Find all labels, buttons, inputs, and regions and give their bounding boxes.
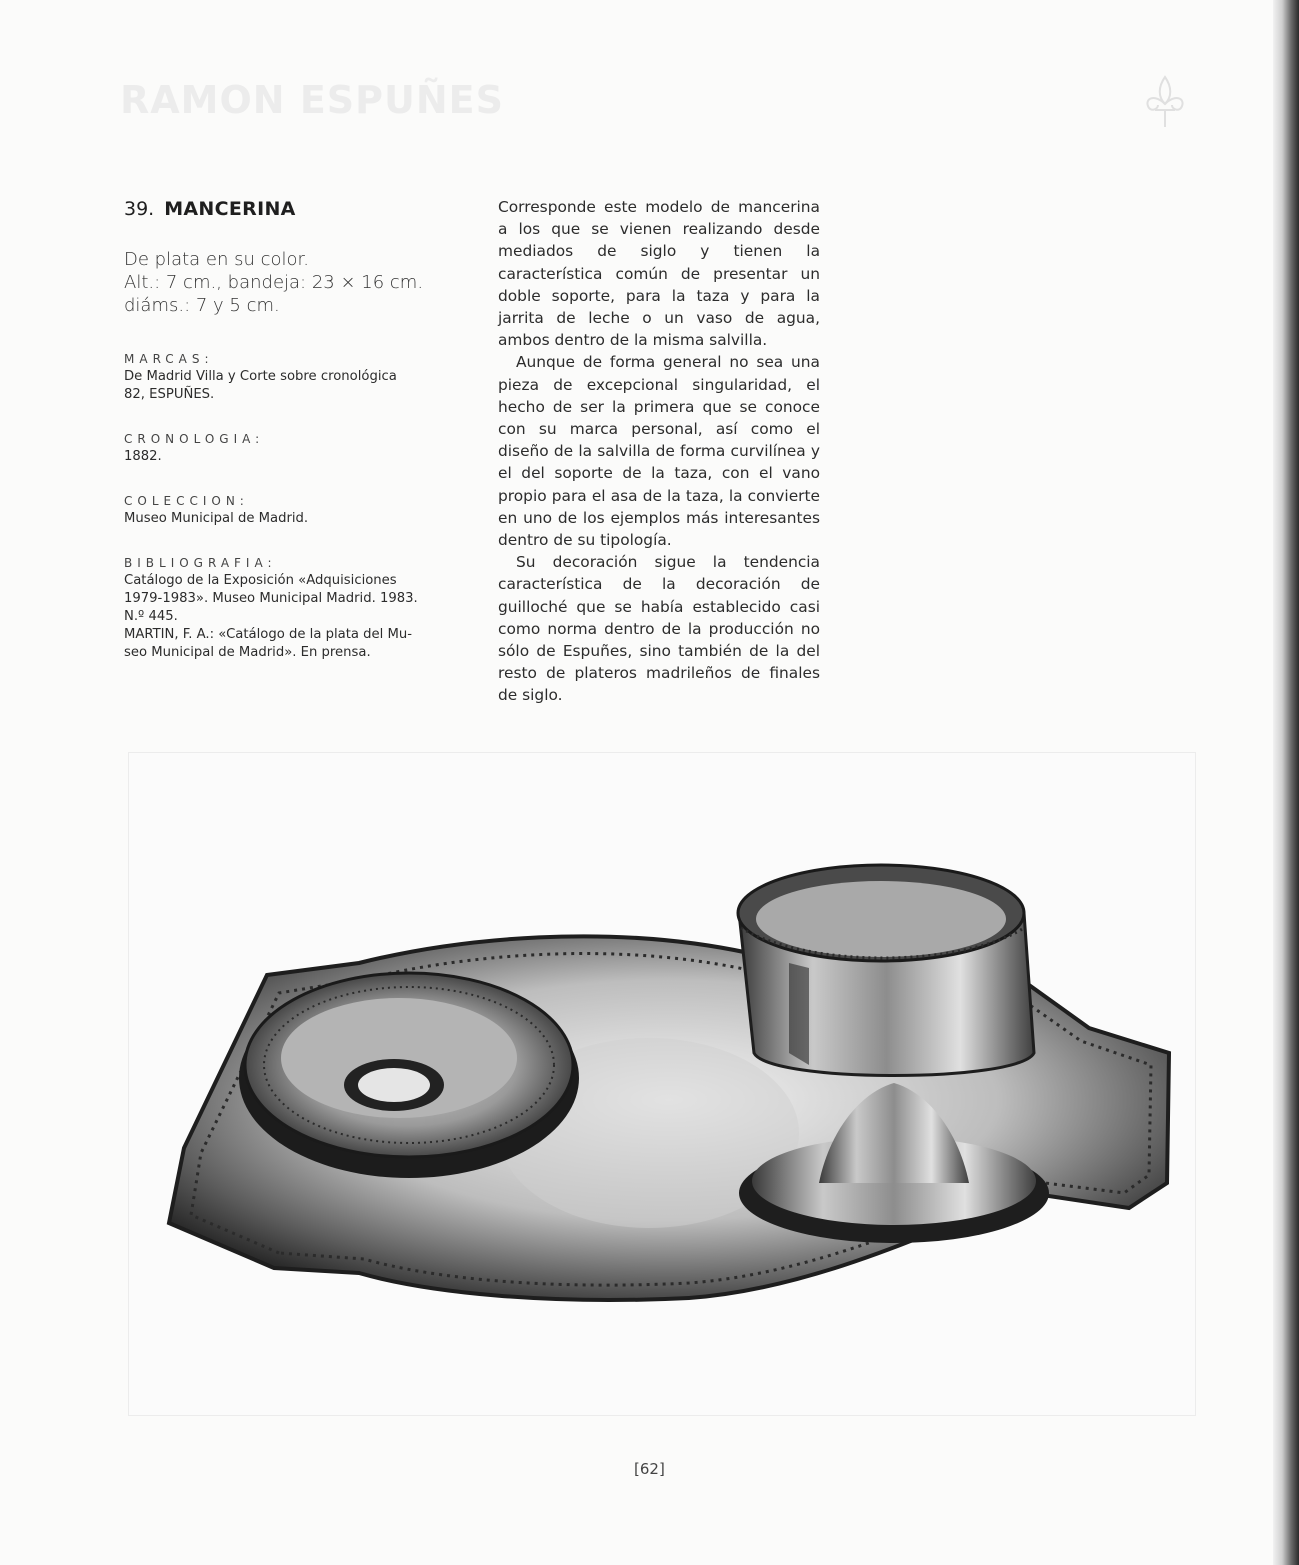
- section-line: MARTIN, F. A.: «Catálogo de la plata del Mu-: [124, 627, 413, 642]
- section-line: 82, ESPUÑES.: [124, 387, 215, 402]
- section-line: De Madrid Villa y Corte sobre cronológica: [124, 369, 397, 384]
- body-text: [498, 196, 820, 707]
- coleccion-section: [124, 493, 454, 528]
- section-label: BIBLIOGRAFIA:: [124, 556, 277, 570]
- body-paragraph: Su decoración sigue la tendencia característica de la decoración de guilloché que se había establecido casi como norma dentro de la producción no sólo de Espuñes, sino también de la del resto de plateros madrileños de finales de siglo.: [498, 553, 820, 705]
- fleur-de-lis-icon: [1140, 72, 1190, 132]
- mancerina-photograph: [128, 752, 1196, 1416]
- section-line: Museo Municipal de Madrid.: [124, 511, 309, 526]
- entry-number: 39.: [124, 198, 155, 220]
- silver-tray-illustration: [129, 753, 1195, 1415]
- section-line: N.º 445.: [124, 609, 178, 624]
- bibliografia-section: [124, 555, 454, 662]
- book-spine-shadow: [1273, 0, 1299, 1565]
- description-line: De plata en su color.: [124, 249, 310, 270]
- section-line: 1979-1983». Museo Municipal Madrid. 1983.: [124, 591, 418, 606]
- section-line: seo Municipal de Madrid». En prensa.: [124, 645, 371, 660]
- running-head: RAMON ESPUÑES: [120, 78, 504, 122]
- section-label: CRONOLOGIA:: [124, 432, 265, 446]
- description-line: diáms.: 7 y 5 cm.: [124, 295, 280, 316]
- section-line: Catálogo de la Exposición «Adquisiciones: [124, 573, 397, 588]
- section-label: MARCAS:: [124, 352, 214, 366]
- body-paragraph: Aunque de forma general no sea una pieza de excepcional singularidad, el hecho de ser la primera que se conoce con su marca personal, así como el diseño de la salvilla de forma curvilínea y el del soporte de la taza, con el vano propio para el asa de la taza, la convierte en uno de los ejemplos más interesantes dentro de su tipología.: [498, 353, 820, 550]
- marcas-section: [124, 351, 454, 404]
- cronologia-section: [124, 431, 454, 466]
- entry-description: [124, 248, 454, 317]
- section-line: 1882.: [124, 449, 162, 464]
- section-label: COLECCION:: [124, 494, 249, 508]
- page-number: [62]: [634, 1460, 665, 1478]
- entry-title: MANCERINA: [164, 198, 296, 220]
- body-paragraph: Corresponde este modelo de mancerina a los que se vienen realizando desde mediados de siglo y tienen la característica común de presentar un doble soporte, para la taza y para la jarrita de leche o un vaso de agua, ambos dentro de la misma salvilla.: [498, 198, 820, 350]
- catalog-entry: [124, 198, 454, 689]
- description-line: Alt.: 7 cm., bandeja: 23 × 16 cm.: [124, 272, 424, 293]
- entry-heading: [124, 198, 454, 220]
